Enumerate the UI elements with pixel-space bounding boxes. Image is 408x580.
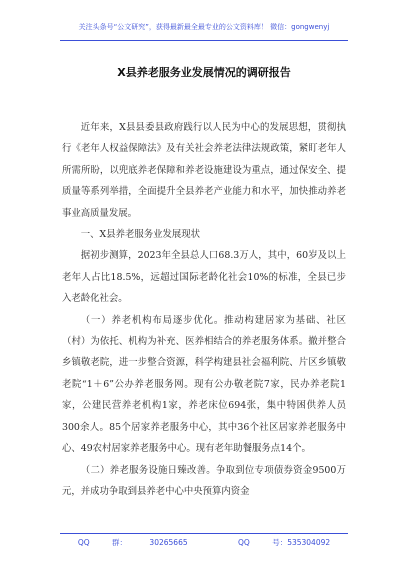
footer-divider [60,533,348,534]
header-promo-text: 关注头条号“公文研究”，获得最新最全最专业的公文资料库！ 微信：gongwenyj [78,23,330,31]
paragraph-intro: 近年来，X县县委县政府践行以人民为中心的发展思想，贯彻执行《老年人权益保障法》及有关社会养老法律法规政策，紧盯老年人所需所盼，以兜底养老保障和养老设施建设为重点，通过保安全、提质量等系列举措，全面提升全县养老产业能力和水平，加快推动养老事业高质量发展。 [62,122,346,219]
header-divider [60,40,348,41]
paragraph-institutions: （一）养老机构布局逐步优化。推动构建居家为基础、社区（村）为依托、机构为补充、医养相结合的养老服务体系。撤并整合乡镇敬老院，进一步整合资源，科学构建县社会福利院、片区乡镇敬老院“1＋6”公办养老服务网。现有公办敬老院7家，民办养老院1家，公建民营养老机构1家，养老床位694张，集中特困供养人员300余人。85个居家养老服务中心，其中36个社区居家养老服务中心、49农村居家养老服务中心。现有老年助餐服务点14个。 [62,314,346,455]
paragraph-facilities: （二）养老服务设施日臻改善。争取到位专项债券资金9500万元，并成功争取到县养老中心中央预算内资金 [62,464,346,497]
document-body [62,117,346,502]
page-footer [0,537,408,548]
section-heading-1: 一、X县养老服务业发展现状 [80,229,200,241]
footer-qq-group: QQ 群： 30265665 [77,538,188,547]
footer-qq-number: QQ 号：535304092 [238,538,331,547]
paragraph-population: 据初步测算，2023年全县总人口68.3万人，其中，60岁及以上老年人占比18.5%，远超过国际老龄化社会10%的标准，全县已步入老龄化社会。 [62,250,346,305]
document-title: X县养老服务业发展情况的调研报告 [117,66,291,79]
